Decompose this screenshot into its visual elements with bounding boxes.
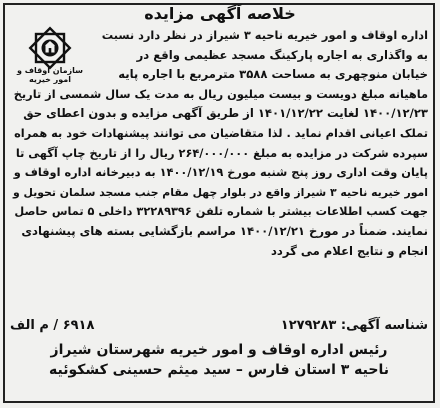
body-line: خیابان منوچهری به مساحت ۳۵۸۸ مترمربع با اجاره پایه <box>118 67 428 82</box>
notice-code: ۶۹۱۸ / م الف <box>10 318 95 333</box>
body-line: ۱۴۰۰/۱۲/۲۳ لغایت ۱۴۰۱/۱۲/۲۲ از طریق آگهی مزایده و بدون اعطای حق <box>23 106 428 121</box>
body-line: تملک اعیانی اقدام نماید . لذا متقاضیان می توانند پیشنهادات خود به همراه <box>14 125 428 140</box>
body-line: نمایند. ضمناً در مورخ ۱۴۰۰/۱۲/۲۱ مراسم بازگشایی بسته های پیشنهادی <box>21 223 428 238</box>
notice-body <box>10 26 428 261</box>
footer-codes <box>10 318 428 340</box>
body-line: سپرده شرکت در مزایده به مبلغ ۲۶۴/۰۰۰/۰۰۰ ریال را از تاریخ چاپ آگهی تا <box>15 145 428 160</box>
notice-title: خلاصه آگهی مزایده <box>144 4 296 23</box>
signature-line-1: رئیس اداره اوقاف و امور خیریه شهرستان شیراز <box>50 342 388 358</box>
body-line: ماهیانه مبلغ دویست و بیست میلیون ریال به مدت یک سال شمسی از تاریخ <box>13 86 428 101</box>
body-line: به واگذاری به اجاره پارکینگ مسجد عظیمی واقع در <box>136 47 428 62</box>
signature-line-2: ناحیه ۳ استان فارس – سید میثم حسینی کشکوئیه <box>49 362 389 378</box>
logo-caption: سازمان اوقاف و امور خیریه <box>16 66 84 84</box>
body-line: جهت کسب اطلاعات بیشتر با شماره تلفن ۳۲۲۸۹۳۹۶ داخلی ۵ تماس حاصل <box>14 204 428 219</box>
body-line: امور خیریه ناحیه ۳ شیراز واقع در بلوار چهل مقام جنب مسجد سلمان تحویل و <box>13 185 428 199</box>
body-line: اداره اوقاف و امور خیریه ناحیه ۳ شیراز در نظر دارد نسبت <box>101 28 428 42</box>
body-line: پایان وقت اداری روز پنج شنبه مورخ ۱۴۰۰/۱۲/۱۹ به دبیرخانه اداره اوقاف و <box>13 165 428 180</box>
body-line: انجام و نتایج اعلام می گردد <box>270 243 428 258</box>
notice-footer <box>10 318 428 378</box>
notice-id: شناسه آگهی: ۱۲۷۹۲۸۳ <box>280 318 428 333</box>
